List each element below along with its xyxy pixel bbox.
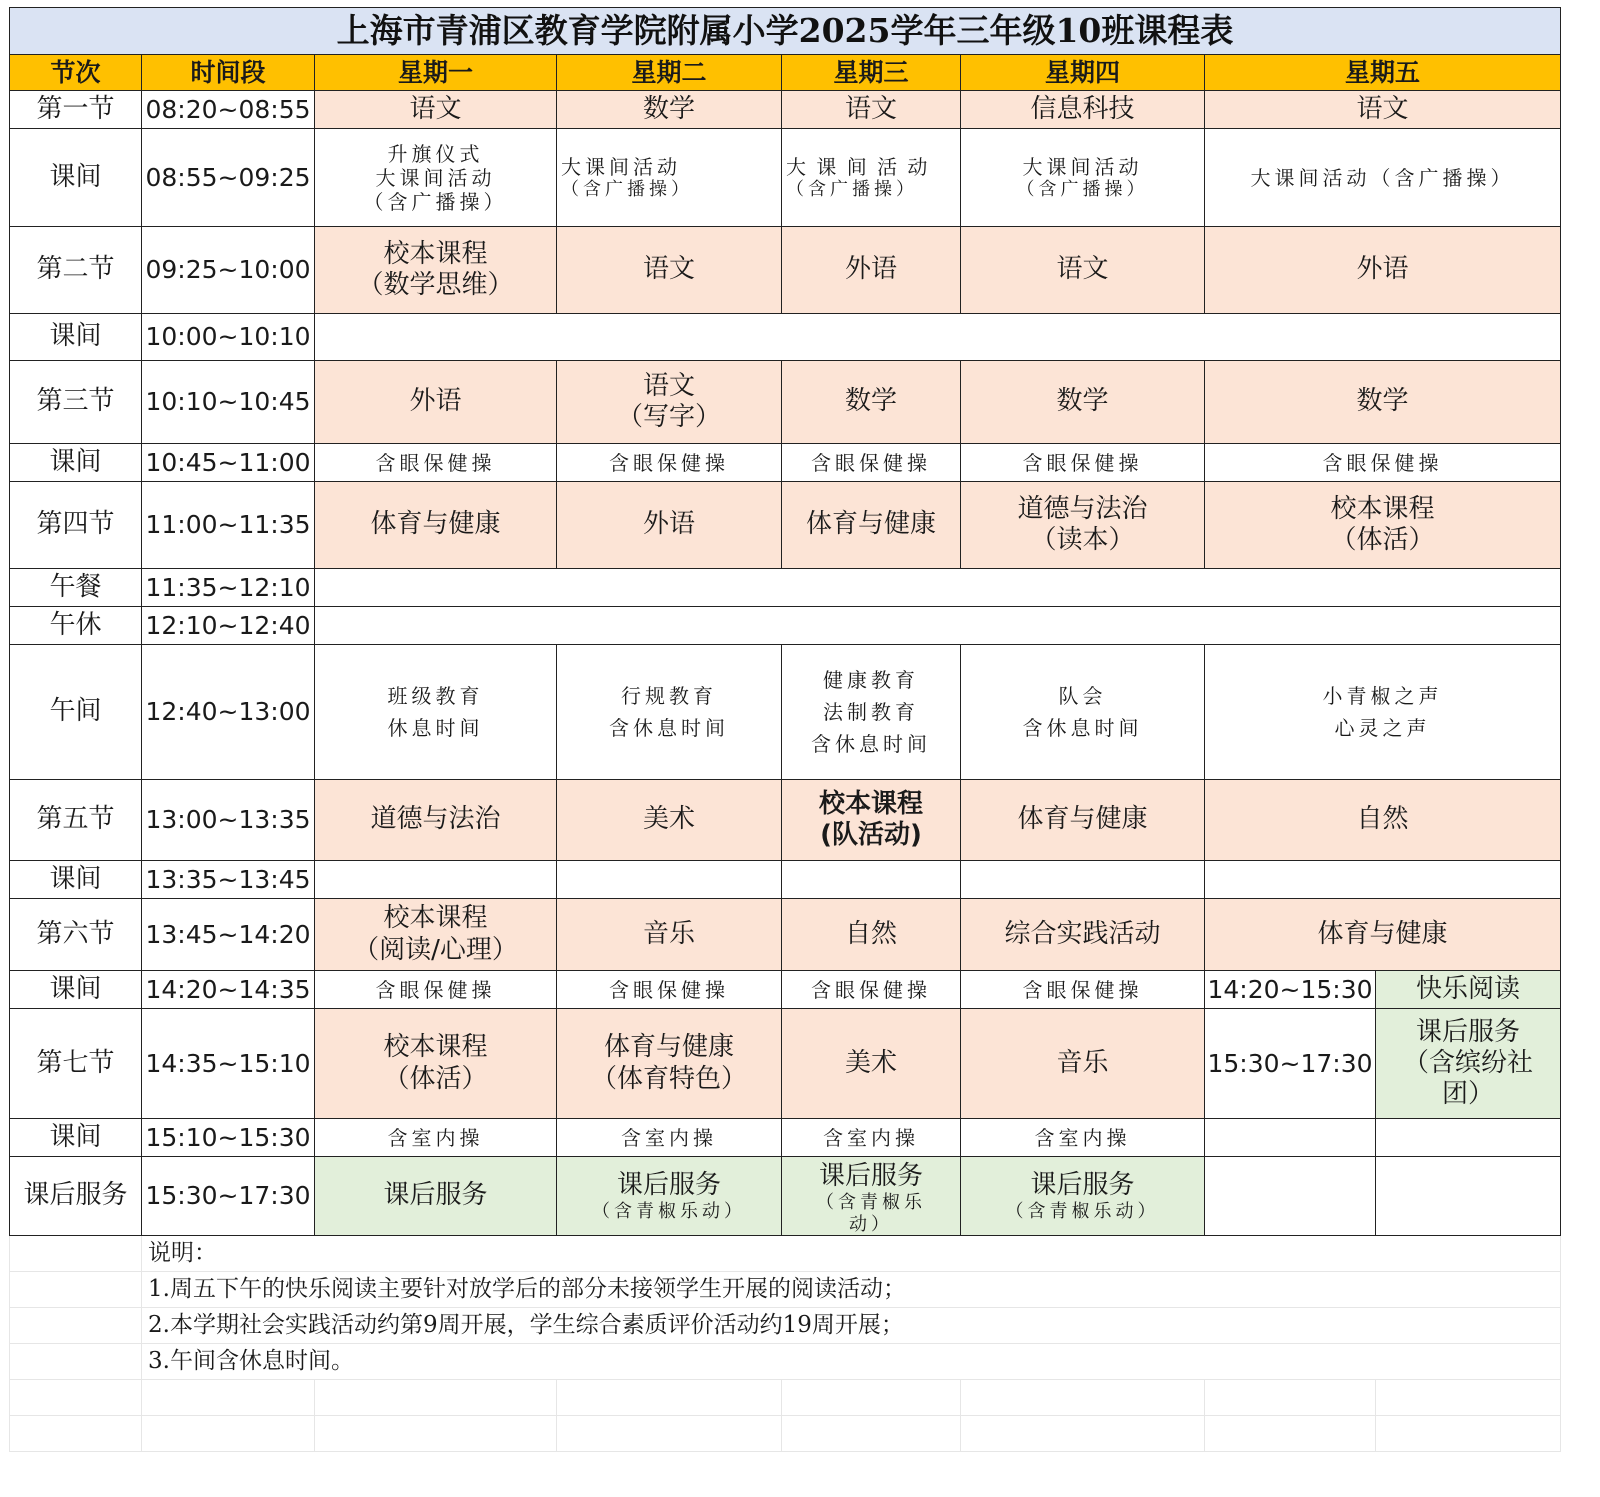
row-period-1 xyxy=(10,91,1561,129)
time-range: 13:00~13:35 xyxy=(142,780,315,861)
row-noon xyxy=(10,645,1561,780)
cell-thursday xyxy=(961,482,1205,569)
empty-cell xyxy=(782,861,961,899)
cell-line: 含休息时间 xyxy=(811,732,931,756)
cell-monday: 课后服务 xyxy=(315,1157,557,1236)
empty-cell xyxy=(1205,1416,1376,1452)
period-label: 第二节 xyxy=(10,227,142,314)
cell-tuesday xyxy=(557,361,782,444)
friday-activity: 快乐阅读 xyxy=(1376,971,1561,1009)
empty-cell xyxy=(961,1416,1205,1452)
cell-tuesday xyxy=(557,1009,782,1119)
cell-line: 动） xyxy=(849,1213,893,1235)
empty-cell xyxy=(315,314,1561,361)
empty-cell xyxy=(315,569,1561,607)
cell-monday: 语文 xyxy=(315,91,557,129)
cell-monday: 道德与法治 xyxy=(315,780,557,861)
cell-monday xyxy=(315,1009,557,1119)
cell-thursday: 数学 xyxy=(961,361,1205,444)
cell-line: （含缤纷社 xyxy=(1402,1047,1533,1078)
cell-friday xyxy=(1205,645,1561,780)
cell-thursday: 信息科技 xyxy=(961,91,1205,129)
cell-wednesday xyxy=(782,780,961,861)
header-monday: 星期一 xyxy=(315,55,557,91)
cell-tuesday: 外语 xyxy=(557,482,782,569)
cell-line: 大课间活动 xyxy=(375,165,496,190)
time-range: 11:00~11:35 xyxy=(142,482,315,569)
empty-cell xyxy=(142,1416,315,1452)
cell-line: 休息时间 xyxy=(387,716,484,740)
period-label: 课间 xyxy=(10,129,142,227)
cell-line: （数学思维） xyxy=(357,270,514,300)
empty-cell xyxy=(557,1416,782,1452)
cell-thursday: 音乐 xyxy=(961,1009,1205,1119)
cell-line: 课后服务 xyxy=(616,1169,721,1200)
time-range: 15:10~15:30 xyxy=(142,1119,315,1157)
period-label: 课间 xyxy=(10,314,142,361)
time-range: 08:55~09:25 xyxy=(142,129,315,227)
empty-cell xyxy=(10,1380,142,1416)
notes-row xyxy=(10,1416,1561,1452)
period-label: 午餐 xyxy=(10,569,142,607)
empty-cell xyxy=(142,1380,315,1416)
cell-friday: 含眼保健操 xyxy=(1205,444,1561,482)
cell-tuesday: 美术 xyxy=(557,780,782,861)
time-range: 11:35~12:10 xyxy=(142,569,315,607)
cell-line: 校本课程 xyxy=(383,1032,488,1063)
cell-tuesday: 数学 xyxy=(557,91,782,129)
notes-row xyxy=(10,1308,1561,1344)
cell-line: 课后服务 xyxy=(1030,1169,1135,1200)
cell-wednesday: 数学 xyxy=(782,361,961,444)
notes-heading: 说明： xyxy=(142,1236,1561,1272)
cell-tuesday: 含眼保健操 xyxy=(557,971,782,1009)
time-range: 15:30~17:30 xyxy=(142,1157,315,1236)
cell-line: 升旗仪式 xyxy=(387,141,484,166)
row-break-6 xyxy=(10,971,1561,1009)
cell-wednesday: 外语 xyxy=(782,227,961,314)
row-period-3 xyxy=(10,361,1561,444)
cell-line: 队会 xyxy=(1058,684,1107,708)
cell-thursday xyxy=(961,129,1205,227)
row-break-5 xyxy=(10,861,1561,899)
cell-thursday: 含室内操 xyxy=(961,1119,1205,1157)
cell-line: 含休息时间 xyxy=(609,716,729,740)
empty-cell xyxy=(1376,1119,1561,1157)
cell-line: （含广播操） xyxy=(561,178,693,200)
cell-wednesday: 自然 xyxy=(782,899,961,971)
row-rest xyxy=(10,607,1561,645)
time-range: 08:20~08:55 xyxy=(142,91,315,129)
cell-line: （写字） xyxy=(616,402,721,432)
empty-cell xyxy=(1376,1157,1561,1236)
cell-wednesday: 含室内操 xyxy=(782,1119,961,1157)
cell-line: 大课间活动 xyxy=(561,154,681,179)
empty-cell xyxy=(315,607,1561,645)
row-break-1 xyxy=(10,129,1561,227)
header-wednesday: 星期三 xyxy=(782,55,961,91)
cell-tuesday: 含室内操 xyxy=(557,1119,782,1157)
cell-monday: 体育与健康 xyxy=(315,482,557,569)
notes-row xyxy=(10,1272,1561,1308)
notes-row xyxy=(10,1344,1561,1380)
note-line-3: 3.午间含休息时间。 xyxy=(142,1344,1561,1380)
cell-thursday xyxy=(961,645,1205,780)
period-label: 课后服务 xyxy=(10,1157,142,1236)
empty-cell xyxy=(1376,1416,1561,1452)
period-label: 第五节 xyxy=(10,780,142,861)
empty-cell xyxy=(315,1416,557,1452)
cell-line: （含广播操） xyxy=(786,178,918,200)
friday-activity xyxy=(1376,1009,1561,1119)
cell-line: 行规教育 xyxy=(621,684,717,708)
period-label: 第三节 xyxy=(10,361,142,444)
empty-cell xyxy=(961,1380,1205,1416)
period-label: 课间 xyxy=(10,971,142,1009)
header-friday: 星期五 xyxy=(1205,55,1561,91)
cell-monday: 含眼保健操 xyxy=(315,971,557,1009)
empty-cell xyxy=(10,1344,142,1380)
header-time: 时间段 xyxy=(142,55,315,91)
time-range: 14:35~15:10 xyxy=(142,1009,315,1119)
cell-wednesday: 美术 xyxy=(782,1009,961,1119)
row-break-3 xyxy=(10,444,1561,482)
cell-line: 校本课程 xyxy=(383,238,488,269)
cell-friday: 数学 xyxy=(1205,361,1561,444)
header-period: 节次 xyxy=(10,55,142,91)
cell-tuesday xyxy=(557,1157,782,1236)
cell-line: （含广播操） xyxy=(363,189,508,214)
time-range: 14:20~14:35 xyxy=(142,971,315,1009)
empty-cell xyxy=(10,1416,142,1452)
cell-line: 小青椒之声 xyxy=(1322,684,1443,708)
cell-wednesday: 体育与健康 xyxy=(782,482,961,569)
empty-cell xyxy=(557,1380,782,1416)
cell-wednesday: 语文 xyxy=(782,91,961,129)
cell-thursday: 语文 xyxy=(961,227,1205,314)
cell-wednesday xyxy=(782,645,961,780)
cell-friday: 语文 xyxy=(1205,91,1561,129)
period-label: 第七节 xyxy=(10,1009,142,1119)
row-period-7 xyxy=(10,1009,1561,1119)
cell-line: 课后服务 xyxy=(818,1161,923,1191)
empty-cell xyxy=(10,1308,142,1344)
friday-time-range: 15:30~17:30 xyxy=(1205,1009,1376,1119)
cell-thursday xyxy=(961,1157,1205,1236)
empty-cell xyxy=(782,1380,961,1416)
cell-tuesday xyxy=(557,645,782,780)
row-break-2 xyxy=(10,314,1561,361)
cell-line: 体育与健康 xyxy=(603,1032,734,1063)
cell-monday: 外语 xyxy=(315,361,557,444)
cell-line: 大 课 间 活 动 xyxy=(786,154,930,179)
cell-line: 团） xyxy=(1441,1079,1494,1110)
cell-wednesday xyxy=(782,129,961,227)
cell-line: （含广播操） xyxy=(1016,178,1149,200)
row-period-4 xyxy=(10,482,1561,569)
cell-friday: 体育与健康 xyxy=(1205,899,1561,971)
cell-line: （体育特色） xyxy=(590,1063,747,1094)
cell-tuesday: 语文 xyxy=(557,227,782,314)
period-label: 午休 xyxy=(10,607,142,645)
cell-line: 班级教育 xyxy=(387,684,484,708)
cell-thursday: 含眼保健操 xyxy=(961,444,1205,482)
cell-thursday: 综合实践活动 xyxy=(961,899,1205,971)
empty-cell xyxy=(1376,1380,1561,1416)
time-range: 12:40~13:00 xyxy=(142,645,315,780)
row-break-7 xyxy=(10,1119,1561,1157)
note-line-2: 2.本学期社会实践活动约第9周开展，学生综合素质评价活动约19周开展； xyxy=(142,1308,1561,1344)
cell-monday xyxy=(315,227,557,314)
header-thursday: 星期四 xyxy=(961,55,1205,91)
cell-line: 校本课程 xyxy=(383,903,488,934)
row-period-5 xyxy=(10,780,1561,861)
period-label: 第四节 xyxy=(10,482,142,569)
cell-thursday: 含眼保健操 xyxy=(961,971,1205,1009)
cell-line: 健康教育 xyxy=(823,668,919,692)
cell-line: (队活动) xyxy=(820,820,922,850)
notes-row xyxy=(10,1236,1561,1272)
cell-line: （含青椒乐动） xyxy=(1005,1200,1160,1222)
timetable-title: 上海市青浦区教育学院附属小学2025学年三年级10班课程表 xyxy=(10,8,1561,55)
cell-friday xyxy=(1205,482,1561,569)
time-range: 12:10~12:40 xyxy=(142,607,315,645)
cell-line: 校本课程 xyxy=(818,788,923,819)
cell-tuesday xyxy=(557,129,782,227)
empty-cell xyxy=(782,1416,961,1452)
friday-time-range: 14:20~15:30 xyxy=(1205,971,1376,1009)
cell-line: 含休息时间 xyxy=(1022,716,1143,740)
period-label: 课间 xyxy=(10,1119,142,1157)
period-label: 课间 xyxy=(10,444,142,482)
header-row xyxy=(10,55,1561,91)
cell-wednesday: 含眼保健操 xyxy=(782,444,961,482)
time-range: 10:45~11:00 xyxy=(142,444,315,482)
cell-line: （体活） xyxy=(383,1063,488,1094)
time-range: 13:35~13:45 xyxy=(142,861,315,899)
row-after-school xyxy=(10,1157,1561,1236)
empty-cell xyxy=(315,1380,557,1416)
time-range: 13:45~14:20 xyxy=(142,899,315,971)
empty-cell xyxy=(1205,1380,1376,1416)
cell-wednesday: 含眼保健操 xyxy=(782,971,961,1009)
empty-cell xyxy=(315,861,557,899)
cell-line: （读本） xyxy=(1030,525,1135,555)
header-tuesday: 星期二 xyxy=(557,55,782,91)
row-period-6 xyxy=(10,899,1561,971)
empty-cell xyxy=(10,1236,142,1272)
notes-row xyxy=(10,1380,1561,1416)
cell-line: （含青椒乐 xyxy=(816,1192,926,1214)
cell-monday xyxy=(315,645,557,780)
cell-line: 法制教育 xyxy=(823,700,919,724)
cell-line: （含青椒乐动） xyxy=(592,1200,746,1222)
empty-cell xyxy=(1205,1119,1376,1157)
cell-friday: 大课间活动（含广播操） xyxy=(1205,129,1561,227)
cell-friday: 自然 xyxy=(1205,780,1561,861)
period-label: 课间 xyxy=(10,861,142,899)
cell-line: 语文 xyxy=(642,370,695,401)
empty-cell xyxy=(557,861,782,899)
empty-cell xyxy=(10,1272,142,1308)
empty-cell xyxy=(1205,1157,1376,1236)
cell-wednesday xyxy=(782,1157,961,1236)
empty-cell xyxy=(1205,861,1561,899)
cell-line: 课后服务 xyxy=(1415,1016,1520,1047)
period-label: 第六节 xyxy=(10,899,142,971)
cell-friday: 外语 xyxy=(1205,227,1561,314)
time-range: 10:10~10:45 xyxy=(142,361,315,444)
row-period-2 xyxy=(10,227,1561,314)
cell-monday xyxy=(315,899,557,971)
timetable xyxy=(9,7,1561,1452)
cell-line: （阅读/心理） xyxy=(353,934,518,965)
cell-line: 心灵之声 xyxy=(1334,716,1431,740)
note-line-1: 1.周五下午的快乐阅读主要针对放学后的部分未接领学生开展的阅读活动； xyxy=(142,1272,1561,1308)
row-lunch xyxy=(10,569,1561,607)
cell-monday: 含室内操 xyxy=(315,1119,557,1157)
cell-monday: 含眼保健操 xyxy=(315,444,557,482)
cell-line: 道德与法治 xyxy=(1017,493,1148,524)
cell-line: 校本课程 xyxy=(1330,493,1435,524)
time-range: 10:00~10:10 xyxy=(142,314,315,361)
cell-line: 大课间活动 xyxy=(1022,154,1143,179)
period-label: 第一节 xyxy=(10,91,142,129)
period-label: 午间 xyxy=(10,645,142,780)
cell-line: （体活） xyxy=(1330,525,1435,555)
cell-tuesday: 音乐 xyxy=(557,899,782,971)
cell-tuesday: 含眼保健操 xyxy=(557,444,782,482)
empty-cell xyxy=(961,861,1205,899)
cell-monday xyxy=(315,129,557,227)
cell-clip xyxy=(782,1157,960,1235)
time-range: 09:25~10:00 xyxy=(142,227,315,314)
cell-thursday: 体育与健康 xyxy=(961,780,1205,861)
